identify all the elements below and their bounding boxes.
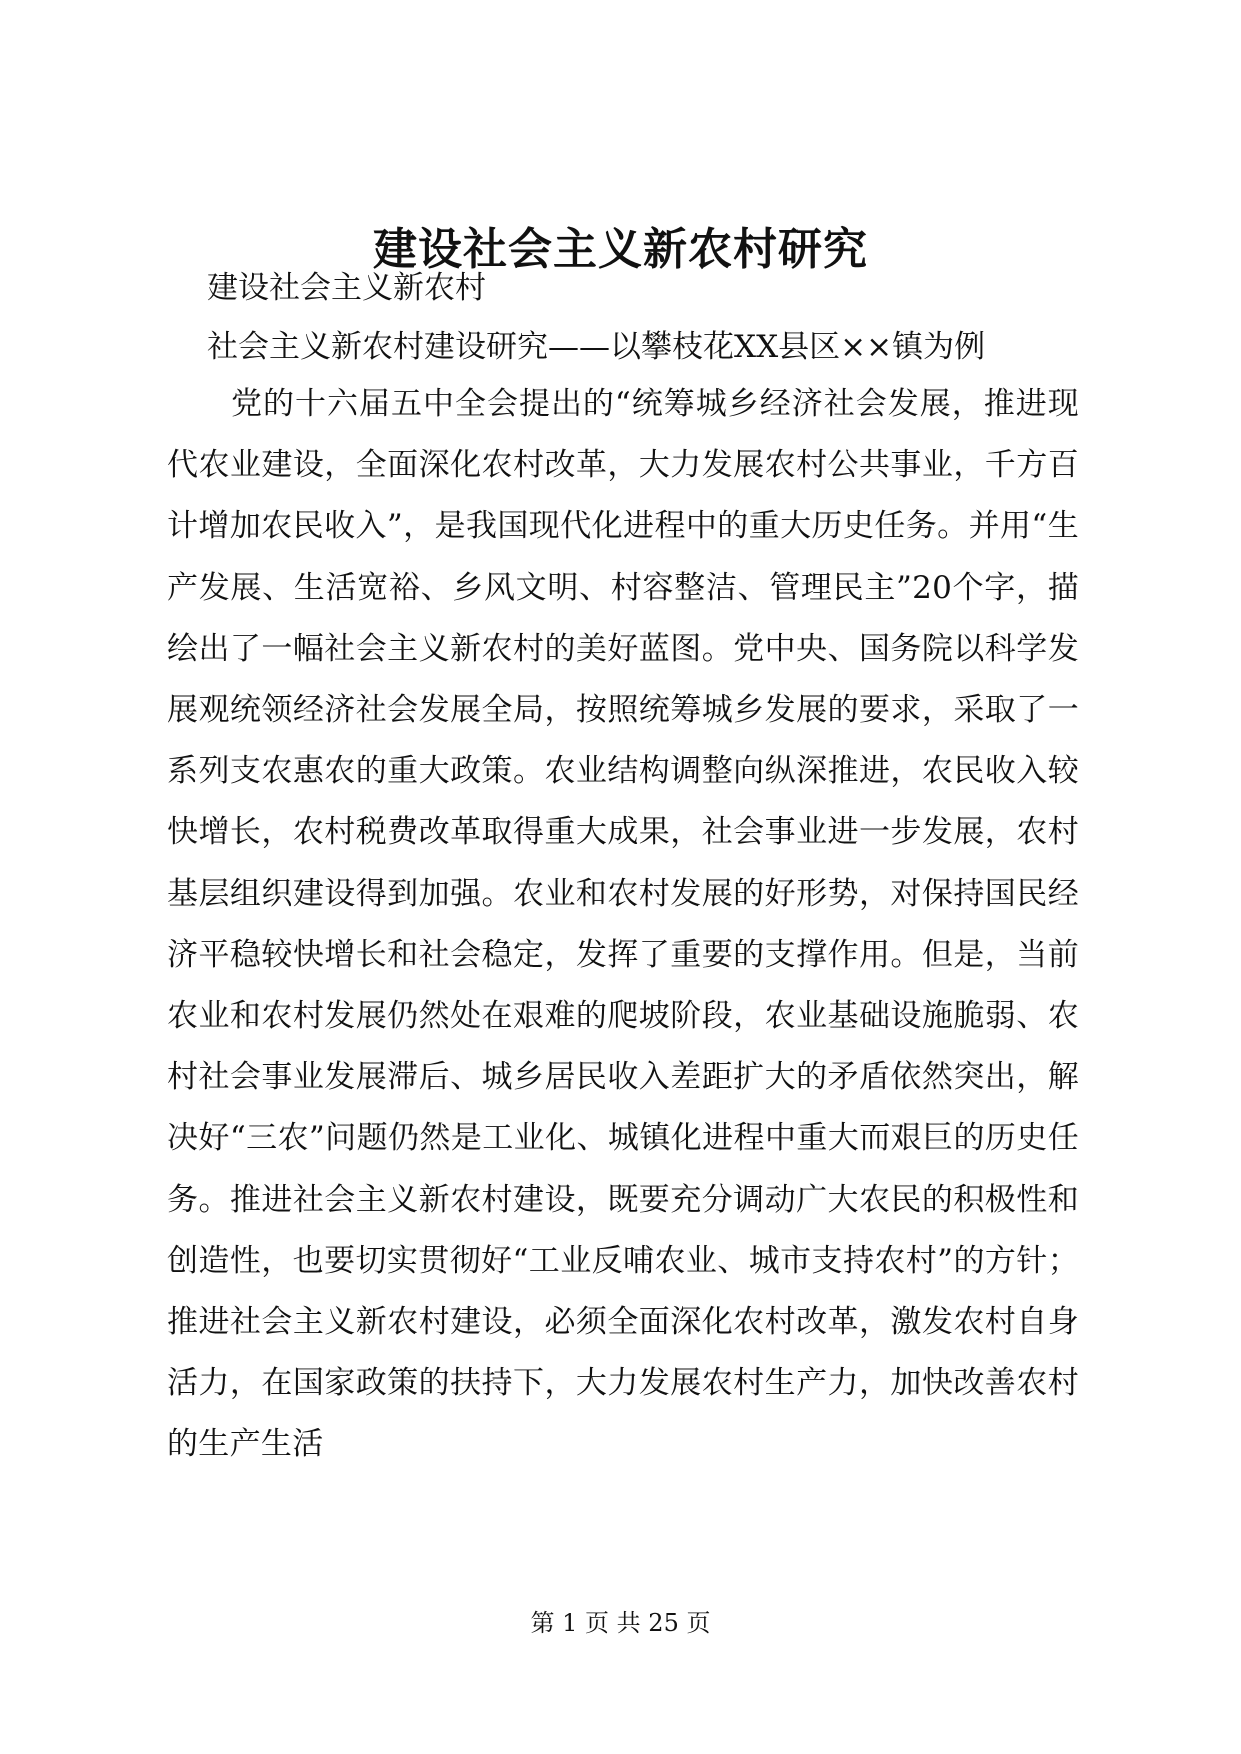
body-paragraph: 党的十六届五中全会提出的“统筹城乡经济社会发展，推进现代农业建设，全面深化农村改革，大力发展农村公共事业，千方百计增加农民收入”，是我国现代化进程中的重大历史任务。并用“生产发展、生活宽裕、乡风文明、村容整洁、管理民主”20个字，描绘出了一幅社会主义新农村的美好蓝图。党中央、国务院以科学发展观统领经济社会发展全局，按照统筹城乡发展的要求，采取了一系列支农惠农的重大政策。农业结构调整向纵深推进，农民收入较快增长，农村税费改革取得重大成果，社会事业进一步发展，农村基层组织建设得到加强。农业和农村发展的好形势，对保持国民经济平稳较快增长和社会稳定，发挥了重要的支撑作用。但是，当前农业和农村发展仍然处在艰难的爬坡阶段，农业基础设施脆弱、农村社会事业发展滞后、城乡居民收入差距扩大的矛盾依然突出，解决好“三农”问题仍然是工业化、城镇化进程中重大而艰巨的历史任务。推进社会主义新农村建设，既要充分调动广大农民的积极性和创造性，也要切实贯彻好“工业反哺农业、城市支持农村”的方针；推进社会主义新农村建设，必须全面深化农村改革，激发农村自身活力，在国家政策的扶持下，大力发展农村生产力，加快改善农村的生产生活: [167, 386, 1079, 1463]
section-heading: 社会主义新农村建设研究——以攀枝花XX县区××镇为例: [207, 329, 986, 365]
page-number-footer: 第 1 页 共 25 页: [530, 1609, 711, 1637]
document-title: 建设社会主义新农村研究: [373, 224, 868, 275]
document-subtitle: 建设社会主义新农村: [207, 270, 486, 306]
